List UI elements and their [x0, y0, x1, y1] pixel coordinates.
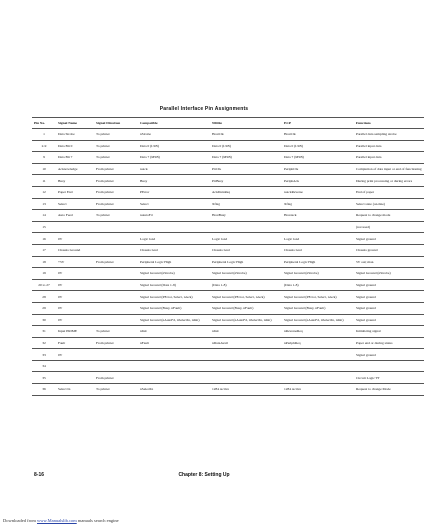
cell-signal-direction: From printer [94, 256, 138, 268]
cell-signal-direction: From printer [94, 198, 138, 210]
cell-ecp: Logic Gnd [282, 233, 354, 245]
cell-functions: Signal ground [354, 302, 424, 314]
cell-functions: Initializing signal [354, 326, 424, 338]
table-row [32, 349, 424, 361]
cell-signal-name: Input PRIME [56, 326, 94, 338]
cell-signal-name [56, 221, 94, 233]
column-header-nibble: Nibble [210, 118, 282, 129]
table-header-row [32, 118, 424, 129]
cell-pin-number: 9 [32, 152, 56, 164]
cell-signal-direction [94, 349, 138, 361]
cell-functions: Request to change Mode [354, 384, 424, 396]
cell-signal-direction: To printer [94, 140, 138, 152]
cell-functions: Parallel data sampling strobe [354, 129, 424, 141]
table-row [32, 140, 424, 152]
cell-nibble: Logic Gnd [210, 233, 282, 245]
cell-pin-number: 33 [32, 349, 56, 361]
table-row [32, 244, 424, 256]
cell-signal-direction: To printer [94, 152, 138, 164]
pin-assignment-table [32, 117, 424, 396]
table-row [32, 291, 424, 303]
cell-functions: Chassis ground [354, 244, 424, 256]
cell-signal-name: Fault [56, 337, 94, 349]
cell-nibble [210, 221, 282, 233]
cell-signal-direction [94, 221, 138, 233]
cell-functions: Completion of data input or end of functioning [354, 163, 424, 175]
cell-ecp [282, 221, 354, 233]
cell-pin-number: 34 [32, 360, 56, 372]
cell-functions: Signal Ground (nStrobe) [354, 268, 424, 280]
cell-pin-number: 30 [32, 314, 56, 326]
cell-signal-direction: To printer [94, 384, 138, 396]
table-row [32, 198, 424, 210]
cell-pin-number: 10 [32, 163, 56, 175]
cell-nibble: Peripheral Logic High [210, 256, 282, 268]
cell-pin-number: 31 [32, 326, 56, 338]
cell-functions: Signal ground [354, 349, 424, 361]
cell-nibble [210, 360, 282, 372]
column-header-signal-name: Signal Name [56, 118, 94, 129]
page-footer [0, 472, 408, 480]
cell-compatible: Peripheral Logic High [138, 256, 210, 268]
cell-pin-number: 14 [32, 210, 56, 222]
table-row [32, 326, 424, 338]
column-header-ecp: ECP [282, 118, 354, 129]
cell-signal-direction: From printer [94, 337, 138, 349]
page-number: 8-16 [34, 472, 45, 478]
cell-ecp: Signal Ground (PError, Select, nAck) [282, 291, 354, 303]
cell-signal-name: Data Bit 7 [56, 152, 94, 164]
cell-signal-direction [94, 279, 138, 291]
cell-functions: Circuit Logic 'H' [354, 372, 424, 384]
cell-signal-direction: To printer [94, 129, 138, 141]
table-row [32, 210, 424, 222]
cell-signal-direction [94, 268, 138, 280]
table-row [32, 256, 424, 268]
cell-ecp: Xflag [282, 198, 354, 210]
column-header-signal-direction: Signal Direction [94, 118, 138, 129]
table-row [32, 129, 424, 141]
cell-functions: Paper end or during status [354, 337, 424, 349]
cell-signal-name: Busy [56, 175, 94, 187]
cell-compatible: nFault [138, 337, 210, 349]
cell-signal-name: Auto Feed [56, 210, 94, 222]
cell-ecp: nReverseReq [282, 326, 354, 338]
table-row [32, 175, 424, 187]
cell-nibble: Xflag [210, 198, 282, 210]
cell-ecp [282, 360, 354, 372]
cell-pin-number: 15 [32, 221, 56, 233]
cell-functions: During print processing or during errors [354, 175, 424, 187]
cell-signal-name: +5V [56, 256, 94, 268]
cell-pin-number: 36 [32, 384, 56, 396]
cell-compatible: PError [138, 186, 210, 198]
cell-nibble: Signal Ground (nStrobe) [210, 268, 282, 280]
cell-compatible: nAck [138, 163, 210, 175]
cell-ecp: nPeriphReq [282, 337, 354, 349]
cell-signal-direction [94, 302, 138, 314]
cell-compatible [138, 349, 210, 361]
cell-compatible: nStrobe [138, 129, 210, 141]
cell-nibble: AckDataReq [210, 186, 282, 198]
table-body [32, 129, 424, 396]
table-row [32, 279, 424, 291]
cell-pin-number: 11 [32, 175, 56, 187]
cell-signal-name: 0V [56, 291, 94, 303]
cell-ecp: nAckReverse [282, 186, 354, 198]
cell-signal-name: Select [56, 198, 94, 210]
cell-signal-name [56, 360, 94, 372]
cell-nibble: HostBusy [210, 210, 282, 222]
table-row [32, 186, 424, 198]
cell-compatible: Busy [138, 175, 210, 187]
table-row [32, 372, 424, 384]
cell-signal-name: Data Strobe [56, 129, 94, 141]
cell-signal-direction [94, 244, 138, 256]
table-row [32, 360, 424, 372]
cell-signal-direction: From printer [94, 372, 138, 384]
cell-ecp: (Data 1-8) [282, 279, 354, 291]
cell-compatible [138, 360, 210, 372]
cell-compatible: nInit [138, 326, 210, 338]
table-row [32, 384, 424, 396]
cell-compatible: Signal Ground (Data 1-8) [138, 279, 210, 291]
table-row [32, 337, 424, 349]
cell-signal-direction [94, 314, 138, 326]
cell-ecp: Chassis Gnd [282, 244, 354, 256]
cell-functions: Signal ground [354, 291, 424, 303]
cell-compatible: Data 7 (MSB) [138, 152, 210, 164]
cell-ecp: 1284 Active [282, 384, 354, 396]
column-header-compatible: Compatible [138, 118, 210, 129]
table-row [32, 221, 424, 233]
chapter-title: Chapter 8: Setting Up [178, 472, 230, 478]
table-row [32, 163, 424, 175]
cell-functions: Parallel input data [354, 140, 424, 152]
cell-compatible: Logic Gnd [138, 233, 210, 245]
cell-ecp: Data 0 (LSB) [282, 140, 354, 152]
cell-signal-name: Select In [56, 384, 94, 396]
download-text: Downloaded from [3, 518, 36, 523]
column-header-functions: Functions [354, 118, 424, 129]
table-row [32, 268, 424, 280]
cell-nibble: Signal Ground (Busy, nFault) [210, 302, 282, 314]
download-notice [3, 518, 119, 523]
cell-functions [354, 360, 424, 372]
cell-pin-number: 32 [32, 337, 56, 349]
cell-pin-number: 13 [32, 198, 56, 210]
cell-functions: Signal ground [354, 279, 424, 291]
cell-pin-number: 16 [32, 233, 56, 245]
cell-compatible: nAutoFd [138, 210, 210, 222]
cell-signal-direction [94, 360, 138, 372]
cell-pin-number: 2-9 [32, 140, 56, 152]
cell-ecp: HostClk [282, 129, 354, 141]
cell-pin-number: 17 [32, 244, 56, 256]
cell-compatible: Chassis Gnd [138, 244, 210, 256]
cell-ecp: PeriphAck [282, 175, 354, 187]
cell-nibble: Signal Ground (nAutoFd, nSelectIn, nInit) [210, 314, 282, 326]
cell-ecp: Signal Ground (Busy, nFault) [282, 302, 354, 314]
column-header-pin-number: Pin No. [32, 118, 56, 129]
cell-functions: End of paper [354, 186, 424, 198]
table-row [32, 302, 424, 314]
cell-ecp: Signal Ground (nStrobe) [282, 268, 354, 280]
cell-ecp: PeriphClk [282, 163, 354, 175]
cell-compatible [138, 221, 210, 233]
cell-signal-name: 0V [56, 349, 94, 361]
cell-pin-number: 20 to 27 [32, 279, 56, 291]
cell-pin-number: 35 [32, 372, 56, 384]
cell-nibble: Signal Ground (PError, Select, nAck) [210, 291, 282, 303]
manualslib-link[interactable]: www.Manualslib.com [37, 518, 77, 523]
cell-nibble: PtrBusy [210, 175, 282, 187]
cell-nibble: Data 0 (LSB) [210, 140, 282, 152]
cell-pin-number: 12 [32, 186, 56, 198]
cell-ecp [282, 349, 354, 361]
document-title: Parallel Interface Pin Assignments [159, 106, 249, 112]
cell-nibble: Data 7 (MSB) [210, 152, 282, 164]
cell-ecp: Data 7 (MSB) [282, 152, 354, 164]
cell-signal-name: Acknowledge [56, 163, 94, 175]
cell-nibble [210, 372, 282, 384]
cell-ecp: HostAck [282, 210, 354, 222]
cell-signal-name: 0V [56, 302, 94, 314]
cell-signal-direction: To printer [94, 326, 138, 338]
cell-signal-direction: From printer [94, 186, 138, 198]
cell-nibble: nDataAvail [210, 337, 282, 349]
cell-functions: Request to change mode [354, 210, 424, 222]
cell-signal-name: 0V [56, 314, 94, 326]
cell-functions: Select state (on-line) [354, 198, 424, 210]
table-row [32, 314, 424, 326]
cell-compatible: Signal Ground (nAutoFd, nSelectIn, nInit) [138, 314, 210, 326]
cell-ecp: Peripheral Logic High [282, 256, 354, 268]
cell-compatible: Signal Ground (nStrobe) [138, 268, 210, 280]
cell-pin-number: 19 [32, 268, 56, 280]
cell-ecp [282, 372, 354, 384]
cell-functions: (not used) [354, 221, 424, 233]
download-suffix: manuals search engine [77, 518, 119, 523]
cell-compatible: nSelectIn [138, 384, 210, 396]
cell-pin-number: 29 [32, 302, 56, 314]
table-row [32, 233, 424, 245]
cell-nibble: Chassis Gnd [210, 244, 282, 256]
cell-pin-number: 1 [32, 129, 56, 141]
cell-pin-number: 18 [32, 256, 56, 268]
cell-signal-direction [94, 233, 138, 245]
cell-signal-name: Data Bit 0 [56, 140, 94, 152]
cell-compatible: Signal Ground (Busy, nFault) [138, 302, 210, 314]
cell-functions: 5V out; max. [354, 256, 424, 268]
cell-functions: Parallel input data [354, 152, 424, 164]
cell-ecp: Signal Ground (nAutoFd, nSelectIn, nInit) [282, 314, 354, 326]
cell-nibble: nInit [210, 326, 282, 338]
cell-signal-direction: From printer [94, 175, 138, 187]
cell-compatible: Select [138, 198, 210, 210]
cell-nibble [210, 349, 282, 361]
cell-functions: Signal ground [354, 314, 424, 326]
cell-functions: Signal ground [354, 233, 424, 245]
cell-compatible: Signal Ground (PError, Select, nAck) [138, 291, 210, 303]
cell-compatible [138, 372, 210, 384]
cell-signal-name [56, 372, 94, 384]
cell-signal-direction [94, 291, 138, 303]
cell-nibble: 1284 Active [210, 384, 282, 396]
cell-signal-name: 0V [56, 279, 94, 291]
cell-signal-name: 0V [56, 233, 94, 245]
cell-nibble: PtrClk [210, 163, 282, 175]
cell-pin-number: 28 [32, 291, 56, 303]
cell-signal-name: 0V [56, 268, 94, 280]
cell-signal-direction: To printer [94, 210, 138, 222]
cell-signal-name: Chassis Ground [56, 244, 94, 256]
table-row [32, 152, 424, 164]
cell-signal-name: Paper End [56, 186, 94, 198]
cell-signal-direction: From printer [94, 163, 138, 175]
cell-nibble: (Data 1-8) [210, 279, 282, 291]
cell-compatible: Data 0 (LSB) [138, 140, 210, 152]
cell-nibble: HostClk [210, 129, 282, 141]
